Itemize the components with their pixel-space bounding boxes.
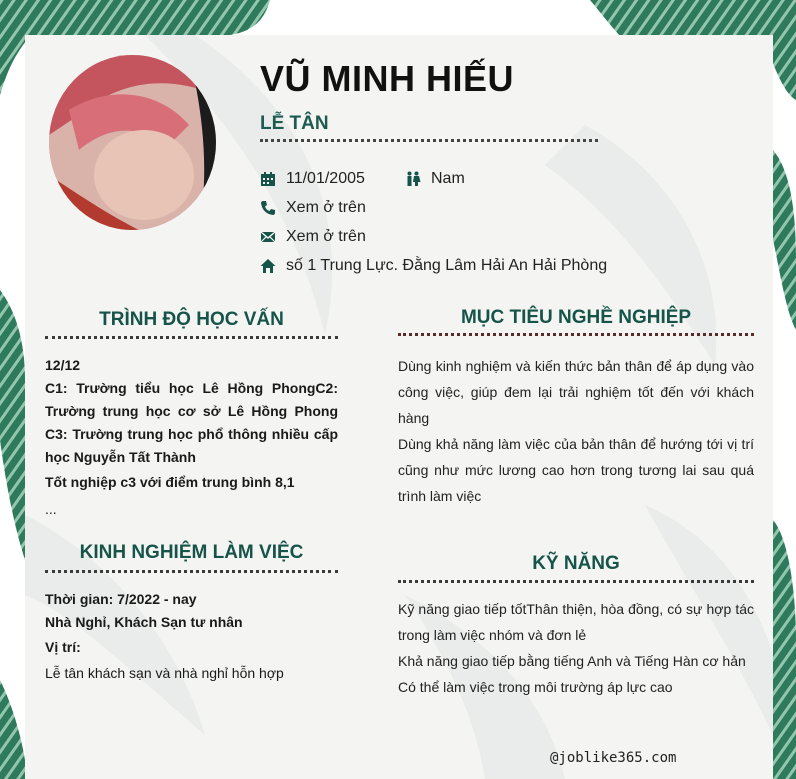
title-divider	[260, 139, 598, 142]
education-heading: TRÌNH ĐỘ HỌC VẤN	[99, 309, 284, 330]
email-row	[260, 228, 366, 246]
experience-position-label: Vị trí:	[45, 639, 81, 655]
education-result: Tốt nghiệp c3 với điểm trung bình 8,1	[45, 474, 295, 490]
experience-heading: KINH NGHIỆM LÀM VIỆC	[79, 542, 304, 563]
gender-icon	[405, 171, 421, 187]
education-more: ...	[45, 501, 57, 517]
avatar-photo	[49, 55, 216, 230]
birthdate-row	[260, 170, 365, 188]
phone-value: Xem ở trên	[286, 199, 366, 216]
birthdate-value: 11/01/2005	[286, 170, 365, 187]
gender-value: Nam	[431, 170, 465, 187]
address-value: số 1 Trung Lực. Đằng Lâm Hải An Hải Phòng	[286, 257, 608, 274]
phone-row	[260, 199, 366, 217]
email-value: Xem ở trên	[286, 228, 366, 245]
experience-divider	[45, 570, 338, 573]
phone-icon	[260, 200, 276, 216]
website-watermark: @joblike365.com	[550, 750, 677, 766]
skill-item: Khả năng giao tiếp bằng tiếng Anh và Tiếng Hàn cơ hản	[398, 653, 746, 669]
skill-item: Có thể làm việc trong môi trường áp lực cao	[398, 679, 673, 695]
skills-divider	[398, 580, 754, 583]
experience-company: Nhà Nghỉ, Khách Sạn tư nhân	[45, 614, 243, 630]
objective-line-2: Dùng khả năng làm việc của bản thân để hướng tới vị trí cũng như mức lương cao hơn trong tương lai sau quá trình làm việc	[398, 436, 754, 504]
education-divider	[45, 336, 338, 339]
job-title: LỄ TÂN	[260, 113, 329, 134]
objective-heading: MỤC TIÊU NGHỀ NGHIỆP	[460, 307, 692, 328]
gender-row	[405, 170, 465, 188]
address-row	[260, 257, 607, 275]
skills-heading: KỸ NĂNG	[532, 553, 620, 574]
home-icon	[260, 258, 276, 274]
objective-divider	[398, 333, 754, 336]
education-schools: C1: Trường tiểu học Lê Hồng PhongC2: Trường trung học cơ sở Lê Hồng Phong C3: Trường trung học phổ thông nhiều cấp học Nguyễn Tất Thành	[45, 380, 338, 465]
skill-item: Kỹ năng giao tiếp tốtThân thiện, hòa đồng, có sự hợp tác trong làm việc nhóm và đơn lẻ	[398, 601, 754, 643]
objective-line-1: Dùng kinh nghiệm và kiến thức bản thân để áp dụng vào công việc, giúp đem lại trải nghiệm tốt đến với khách hàng	[398, 358, 754, 426]
calendar-icon	[260, 171, 276, 187]
candidate-name: VŨ MINH HIẾU	[260, 58, 515, 99]
education-period: 12/12	[45, 357, 81, 373]
experience-description: Lễ tân khách sạn và nhà nghỉ hỗn hợp	[45, 665, 284, 681]
experience-time: Thời gian: 7/2022 - nay	[45, 591, 197, 607]
mail-icon	[260, 229, 276, 245]
